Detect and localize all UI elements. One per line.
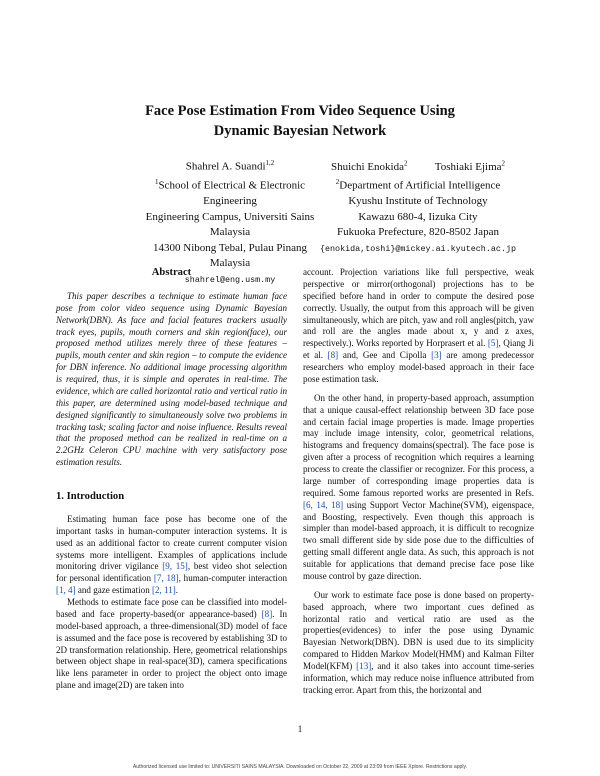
affiliation-1-line-1: $^1$School of Electrical & Electronic Engineering	[154, 178, 306, 208]
author-email-2: {enokida,toshi}@mickey.ai.kyutech.ac.jp	[319, 243, 516, 254]
title-line-1: Face Pose Estimation From Video Sequence Using	[145, 103, 455, 119]
author-names-2-3	[318, 156, 518, 175]
right-column	[303, 267, 534, 697]
author-name-3: Toshiaki Ejima$^2$	[434, 159, 506, 173]
right-paragraph-1: account. Projection variations like full perspective, weak perspective or mirror(orthogonal) projections has to be specified before hand in order to compute the desired pose correctly. Usually, the output from this approach will be given simultaneously, which are pitch, yaw and roll angles(pitch, yaw and roll are the angles made about x, y and z axes, respectively.). Works reported by Horprasert et al. [5], Qiang Ji et al. [8] and, Gee and Cipolla [3] are among predecessor researchers who employ model-based approach in their face pose estimation task.	[303, 267, 534, 384]
affiliation-1-line-4: Malaysia	[209, 257, 251, 270]
right-paragraph-2: On the other hand, in property-based approach, assumption that a unique causal-effect relationship between 3D face pose and certain facial image properties is made. Image properties may include image intensity, color, geometrical relations, histograms and frequency domains(spectral). The face pose is given after a process of recognition which requires a learning process to create the classifier or recognizer. For this process, a large number of corresponding image properties data is required. Some famous reported works are presented in Refs. [6, 14, 18] using Support Vector Machine(SVM), eigenspace, and Boosting, respectively. Even though this approach is simpler than model-based approach, it is difficult to recognize two small different side by side pose due to the difficulties of getting small different angle data. As such, this approach is not suitable for applications that demand precise face pose like mouse control by gaze direction.	[303, 392, 534, 581]
title-line-2: Dynamic Bayesian Network	[213, 123, 387, 139]
paper-title	[0, 101, 600, 141]
affiliation-2-line-3: Kawazu 680-4, Iizuka City	[358, 210, 478, 223]
affiliation-1-line-2: Engineering Campus, Universiti Sains Malaysia	[145, 210, 315, 239]
intro-paragraph-1: Estimating human face pose has become one of the important tasks in human-computer interaction systems. It is used as an additional factor to create current computer vision systems more intelligent. Examples of applications include monitoring driver vigilance [9, 15], best video shot selection for personal identification [7, 18], human-computer interaction [1, 4] and gaze estimation [2, 11].	[56, 513, 287, 596]
intro-paragraph-2: Methods to estimate face pose can be classified into model-based and face property-based(or appearance-based) [8]. In model-based approach, a three-dimensional(3D) model of face is assumed and the face pose is recovered by establishing 3D to 2D transformation relationship. Here, geometrical relationships between object shape in real-space(3D), camera specifications like lens parameter in order to project the object onto image plane and image(2D) are taken into	[56, 597, 287, 691]
affiliation-2-line-2: Kyushu Institute of Technology	[348, 195, 488, 208]
affiliation-2-line-1: $^2$Department of Artificial Intelligence	[335, 178, 501, 192]
author-block-2	[318, 156, 518, 257]
author-name-1: Shahrel A. Suandi$^{1,2}$	[185, 159, 275, 173]
right-paragraph-3: Our work to estimate face pose is done based on property-based approach, where two important cues defined as horizontal ratio and vertical ratio are used as the properties(evidences) to infer the pose using Dynamic Bayesian Network(DBN). DBN is used due to its simplicity compared to Hidden Markov Model(HMM) and Kalman Filter Model(KFM) [13], and it also takes into account time-series information, which may reduce noise influence attributed from tracking error. Apart from this, the horizontal and	[303, 589, 534, 695]
abstract-heading: Abstract	[151, 267, 192, 278]
affiliation-1-line-3: 14300 Nibong Tebal, Pulau Pinang	[153, 241, 307, 254]
license-footer: Authorized licensed use limited to: UNIVERSITI SAINS MALAYSIA. Downloaded on October 22, 2009 at 23:09 from IEEE Xplore. Restrictions apply.	[132, 764, 468, 770]
affiliation-2-line-4: Fukuoka Prefecture, 820-8502 Japan	[337, 226, 499, 239]
introduction-heading: 1. Introduction	[56, 491, 125, 502]
page-number: 1	[297, 724, 303, 734]
author-email-1: shahrel@eng.usm.my	[184, 274, 276, 285]
abstract-text: This paper describes a technique to estimate human face pose from color video sequence using Dynamic Bayesian Network(DBN). As face and facial features trackers usually track eyes, pupils, mouth corners and skin region(face), our proposed method utilizes merely three of these features – pupils, mouth center and skin region – to compute the evidence for DBN inference. No additional image processing algorithm is required, thus, it is simple and operates in real-time. The evidence, which are called horizontal ratio and vertical ratio in this paper, are determined using model-based technique and designed significantly to simultaneously solve two problems in tracking task; scaling factor and noise influence. Results reveal that the proposed method can be realized in real-time on a 2.2GHz Celeron CPU machine with very satisfactory pose estimation results.	[56, 290, 287, 468]
left-column	[56, 267, 287, 692]
author-name-2: Shuichi Enokida$^2$	[330, 159, 408, 173]
